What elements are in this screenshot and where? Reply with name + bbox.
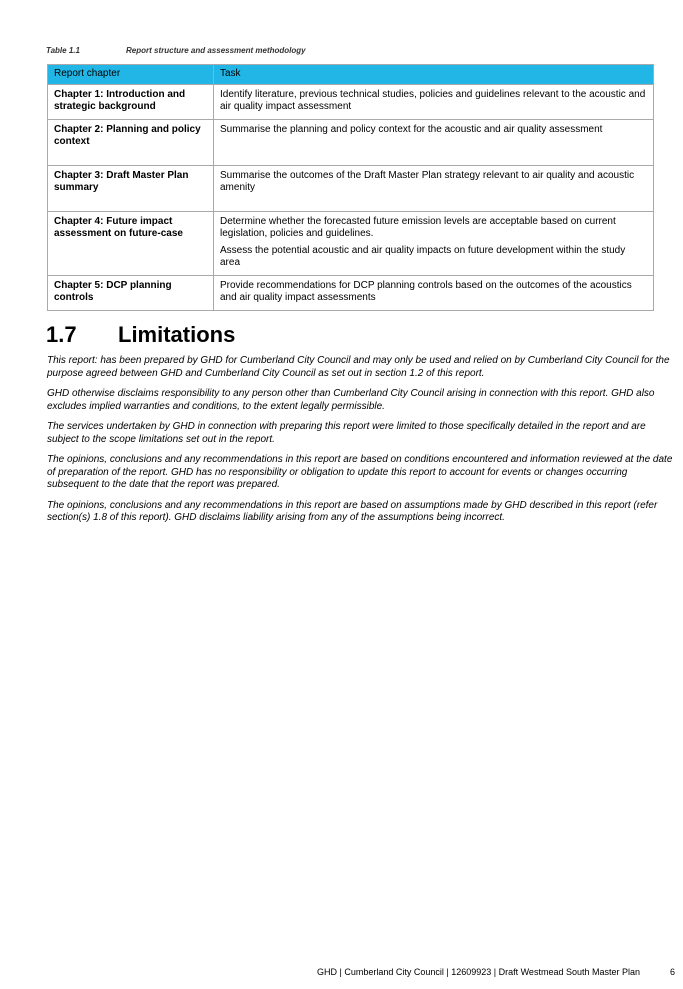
table-header-row [48, 65, 654, 85]
chapter-cell: Chapter 2: Planning and policy context [48, 119, 214, 165]
paragraph: This report: has been prepared by GHD for Cumberland City Council and may only be used and relied on by Cumberland City Council for the purpose agreed between GHD and Cumberland City Council as set out in section 1.2 of this report. [47, 355, 670, 379]
paragraph: GHD otherwise disclaims responsibility to any person other than Cumberland City Council arising in connection with this report. GHD also excludes implied warranties and conditions, to the extent legally permissible. [47, 388, 655, 412]
task-cell [214, 275, 654, 310]
report-structure-table [47, 64, 654, 311]
section-title: Limitations [118, 322, 236, 347]
task-cell [214, 84, 654, 119]
section-heading [46, 322, 235, 348]
page-footer: GHD | Cumberland City Council | 12609923 | Draft Westmead South Master Plan [317, 967, 640, 977]
chapter-cell: Chapter 4: Future impact assessment on future-case [48, 211, 214, 275]
table-row [48, 165, 654, 211]
page-number: 6 [670, 967, 676, 977]
paragraph: The opinions, conclusions and any recommendations in this report are based on assumptions made by GHD described in this report (refer section(s) 1.8 of this report). GHD disclaims liability arising from any of the assumptions being incorrect. [47, 499, 658, 523]
paragraph: The opinions, conclusions and any recommendations in this report are based on conditions encountered and information reviewed at the date of preparation of the report. GHD has no responsibility or obligation to update this report to account for events or changes occurring subsequent to the date that the report was prepared. [47, 454, 673, 490]
paragraph: The services undertaken by GHD in connection with preparing this report were limited to those specifically detailed in the report and are subject to the scope limitations set out in the report. [47, 421, 646, 445]
chapter-cell: Chapter 1: Introduction and strategic background [48, 84, 214, 119]
chapter-cell: Chapter 3: Draft Master Plan summary [48, 165, 214, 211]
task-text: Summarise the outcomes of the Draft Master Plan strategy relevant to air quality and acoustic amenity [220, 169, 635, 193]
column-header-task: Task [214, 65, 654, 85]
task-text: Assess the potential acoustic and air quality impacts on future development within the study area [220, 244, 626, 268]
table-row [48, 84, 654, 119]
table-caption-title: Report structure and assessment methodology [126, 46, 306, 55]
chapter-cell: Chapter 5: DCP planning controls [48, 275, 214, 310]
task-text: Provide recommendations for DCP planning controls based on the outcomes of the acoustics and air quality impact assessments [220, 279, 632, 303]
column-header-report-chapter: Report chapter [48, 65, 214, 85]
table-caption-number: Table 1.1 [46, 46, 80, 55]
task-text: Determine whether the forecasted future emission levels are acceptable based on current legislation, policies and guidelines. [220, 215, 616, 239]
table-row [48, 275, 654, 310]
limitations-body [47, 355, 679, 533]
task-cell [214, 211, 654, 275]
task-cell [214, 165, 654, 211]
table-row [48, 211, 654, 275]
table-row [48, 119, 654, 165]
task-text: Identify literature, previous technical studies, policies and guidelines relevant to the acoustic and air quality impact assessment [220, 88, 646, 112]
task-text: Summarise the planning and policy context for the acoustic and air quality assessment [220, 123, 603, 135]
task-cell [214, 119, 654, 165]
section-number: 1.7 [46, 322, 77, 347]
table-caption [46, 46, 306, 55]
